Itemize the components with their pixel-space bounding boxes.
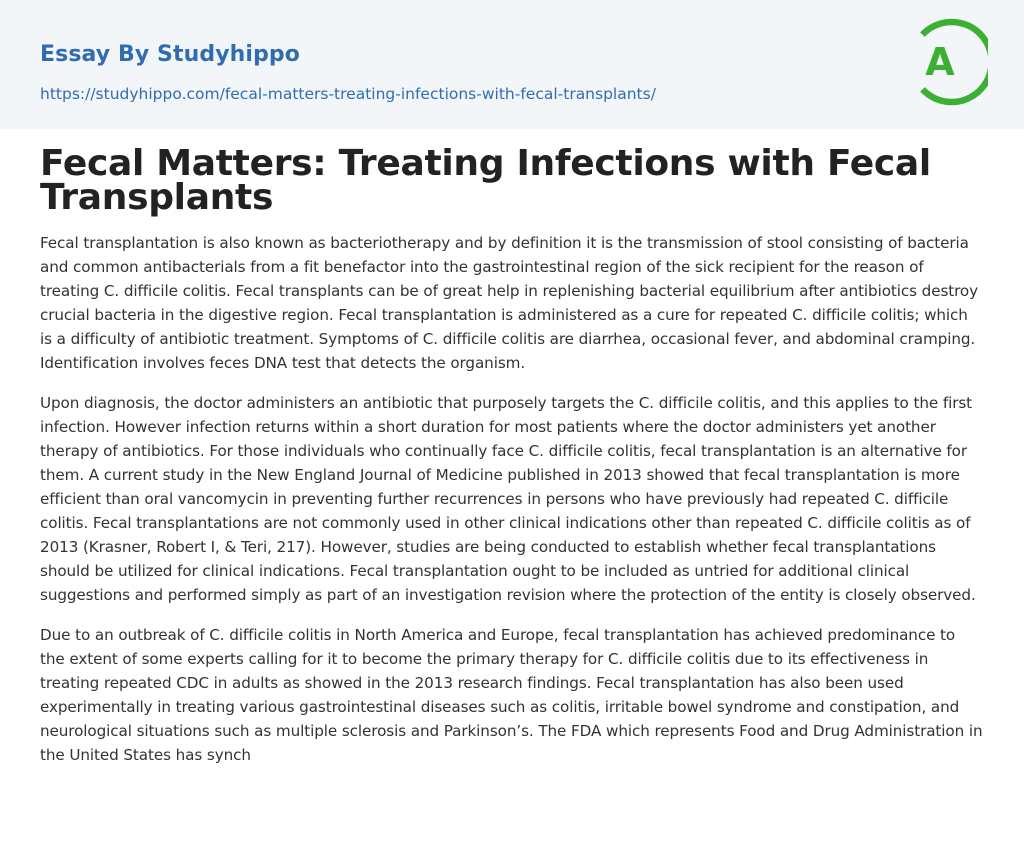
studyhippo-logo-icon[interactable] (912, 18, 988, 106)
article-paragraph-2: Upon diagnosis, the doctor administers an antibiotic that purposely targets the C. difficile colitis, and this applies to the first infection. However infection returns within a short duration for most patients where the doctor administers yet another therapy of antibiotics. For those individuals who continually face C. difficile colitis, fecal transplantation is an alternative for them. A current study in the New England Journal of Medicine published in 2013 showed that fecal transplantation is more efficient than oral vancomycin in preventing further recurrences in persons who have previously had repeated C. difficile colitis. Fecal transplantations are not commonly used in other clinical indications other than repeated C. difficile colitis as of 2013 (Krasner, Robert I, & Teri, 217). However, studies are being conducted to establish whether fecal transplantations should be utilized for clinical indications. Fecal transplantation ought to be included as untried for additional clinical suggestions and performed simply as part of an investigation revision where the protection of the entity is closely observed. (40, 394, 976, 604)
article-paragraph-1: Fecal transplantation is also known as bacteriotherapy and by definition it is the transmission of stool consisting of bacteria and common antibacterials from a fit benefactor into the gastrointestinal region of the sick recipient for the reason of treating C. difficile colitis. Fecal transplants can be of great help in replenishing bacterial equilibrium after antibiotics destroy crucial bacteria in the digestive region. Fecal transplantation is administered as a cure for repeated C. difficile colitis; which is a difficulty of antibiotic treatment. Symptoms of C. difficile colitis are diarrhea, occasional fever, and abdominal cramping. Identification involves feces DNA test that detects the organism. (40, 234, 979, 372)
article (40, 143, 984, 783)
article-paragraph-3: Due to an outbreak of C. difficile colitis in North America and Europe, fecal transplantation has achieved predominance to the extent of some experts calling for it to become the primary therapy for C. difficile colitis due to its effectiveness in treating repeated CDC in adults as showed in the 2013 research findings. Fecal transplantation has also been used experimentally in treating various gastrointestinal diseases such as colitis, irritable bowel syndrome and constipation, and neurological situations such as multiple sclerosis and Parkinson’s. The FDA which represents Food and Drug Administration in the United States has synch (40, 626, 983, 764)
site-header (0, 0, 1024, 129)
logo-letter: A (925, 40, 955, 84)
essay-url-link[interactable]: https://studyhippo.com/fecal-matters-treating-infections-with-fecal-transplants/ (40, 85, 656, 103)
site-brand[interactable]: Essay By Studyhippo (40, 42, 300, 67)
article-title: Fecal Matters: Treating Infections with Fecal Transplants (40, 143, 931, 218)
